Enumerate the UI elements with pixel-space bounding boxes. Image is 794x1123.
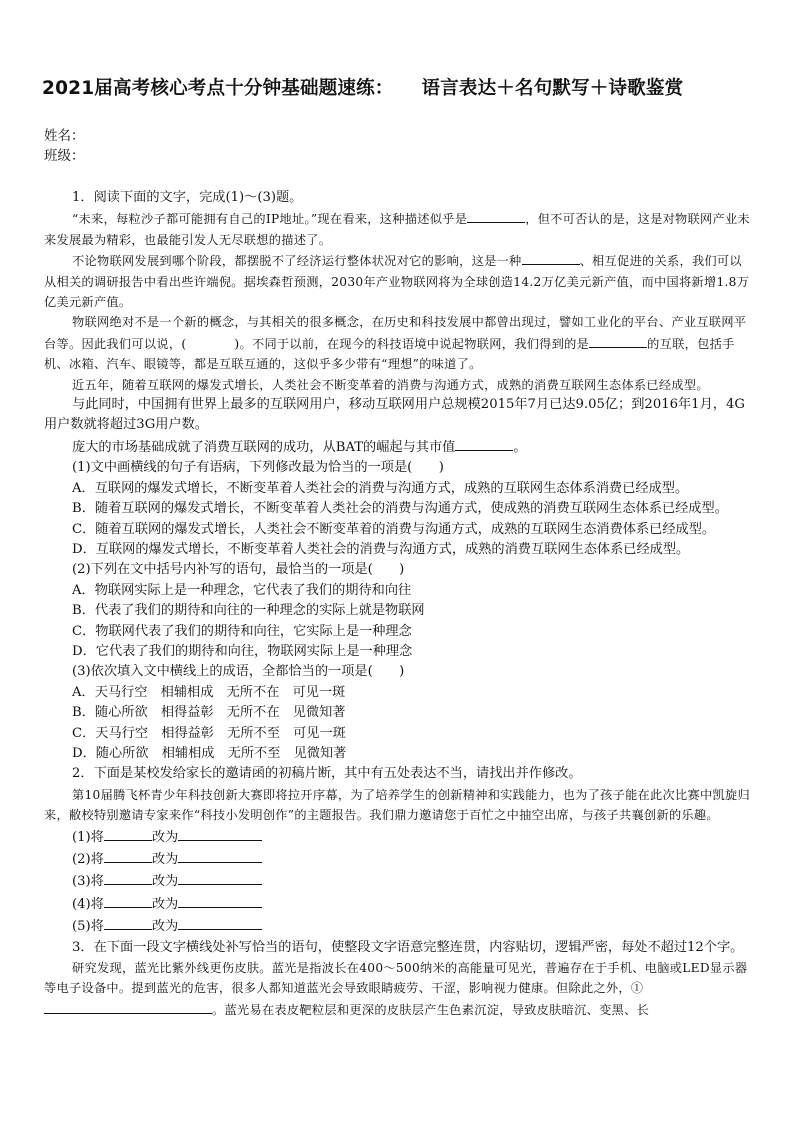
- option-b[interactable]: B．随心所欲 相得益彰 无所不在 见微知著: [72, 705, 346, 721]
- q2-stem: 2．下面是某校发给家长的邀请函的初稿片断，其中有五处表达不当，请找出并作修改。: [72, 766, 582, 782]
- blank-line[interactable]: [467, 208, 525, 223]
- q1-passage-3: 物联网绝对不是一个新的概念，与其相关的很多概念，在历史和科技发展中都曾出现过，譬如工业化的平台、产业互联网平台等。因此我们可以说，( )。不同于以前，在现今的科技语境中说起物联网，我们得到的是 的互联，包括手机、冰箱、汽车、眼镜等，都是互联互通的，这似乎多少带有“理想”的味道了。: [44, 315, 747, 372]
- answer-blank[interactable]: [104, 848, 152, 863]
- answer-blank[interactable]: [178, 826, 262, 841]
- q2-letter: 第10届腾飞杯青少年科技创新大赛即将拉开序幕，为了培养学生的创新精神和实践能力，也为了孩子能在此次比赛中凯旋归来，敝校特别邀请专家来作“科技小发明创作”的主题报告。我们鼎力邀请您于百忙之中抽空出席，与孩子共襄创新的乐趣。: [44, 787, 750, 823]
- q1-stem: 1．阅读下面的文字，完成(1)～(3)题。: [72, 190, 303, 205]
- option-a[interactable]: A．天马行空 相辅相成 无所不在 可见一斑: [72, 684, 346, 700]
- answer-blank[interactable]: [178, 893, 262, 908]
- option-d[interactable]: D．互联网的爆发式增长，不断变革着人类社会的消费与沟通方式，成熟的消费互联网生态体系已经成型。: [72, 541, 690, 557]
- q1-passage-4: 近五年，随着互联网的爆发式增长，人类社会不断变革着的消费与沟通方式，成熟的消费互联网生态体系已经成型。: [72, 377, 709, 392]
- answer-blank[interactable]: [104, 893, 152, 908]
- q1-passage-5: 与此同时，中国拥有世界上最多的互联网用户，移动互联网用户总规模2015年7月已达9.05亿；到2016年1月，4G用户数就将超过3G用户数。: [44, 397, 745, 433]
- q2-answer-row-3: (3)将 改为: [44, 870, 752, 892]
- q1-passage-1: “未来，每粒沙子都可能拥有自己的IP地址。”现在看来，这种描述似乎是 ，但不可否认的是，这是对物联网产业未来发展最为精彩，也最能引发人无尽联想的描述了。: [44, 208, 752, 250]
- question-content: [44, 188, 752, 1020]
- option-b[interactable]: B．代表了我们的期待和向往的一种理念的实际上就是物联网: [72, 603, 425, 619]
- option-b[interactable]: B．随着互联网的爆发式增长，不断变革着人类社会的消费与沟通方式，使成熟的消费互联网生态体系已经成型。: [72, 501, 728, 517]
- blank-line[interactable]: [455, 436, 513, 451]
- q3-passage: 研究发现，蓝光比紫外线更伤皮肤。蓝光是指波长在400～500纳米的高能量可见光，普遍存在于手机、电脑或LED显示器等电子设备中。提到蓝光的危害，很多人都知道蓝光会导致眼睛疲劳、干涩，影响视力健康。但除此之外，①。蓝光易在表皮靶粒层和更深的皮肤层产生色素沉淀，导致皮肤暗沉、变黑、长: [44, 961, 748, 1017]
- option-a[interactable]: A．互联网的爆发式增长，不断变革着人类社会的消费与沟通方式，成熟的互联网生态体系消费已经成型。: [72, 480, 689, 496]
- blank-line[interactable]: [589, 333, 647, 348]
- answer-blank[interactable]: [178, 870, 262, 885]
- q1-sub1-stem: (1)文中画横线的句子有语病，下列修改最为恰当的一项是( ): [72, 460, 444, 476]
- title-part-2: 语言表达＋名句默写＋诗歌鉴赏: [421, 78, 684, 99]
- answer-blank[interactable]: [104, 826, 152, 841]
- blank-line[interactable]: [522, 250, 580, 265]
- q1-passage-2: 不论物联网发展到哪个阶段，都摆脱不了经济运行整体状况对它的影响，这是一种 、相互促进的关系，我们可以从相关的调研报告中看出些许端倪。据埃森哲预测，2030年产业物联网将为全球创造14.2万亿美元新产值，而中国将新增1.8万亿美元新产值。: [44, 250, 752, 312]
- q2-answer-row-5: (5)将 改为: [44, 915, 752, 937]
- option-d[interactable]: D．它代表了我们的期待和向往，物联网实际上是一种理念: [72, 643, 413, 659]
- option-c[interactable]: C．物联网代表了我们的期待和向往，它实际上是一种理念: [72, 623, 412, 639]
- q2-answer-row-2: (2)将 改为: [44, 848, 752, 870]
- title-part-1: 2021届高考核心考点十分钟基础题速练：: [42, 78, 394, 99]
- option-d[interactable]: D．随心所欲 相辅相成 无所不至 见微知著: [72, 745, 347, 761]
- q1-sub2-stem: (2)下列在文中括号内补写的语句，最恰当的一项是( ): [72, 562, 405, 578]
- class-label: 班级：: [44, 148, 85, 164]
- name-label: 姓名：: [44, 128, 85, 144]
- answer-blank[interactable]: [104, 870, 152, 885]
- answer-blank[interactable]: [178, 915, 262, 930]
- option-c[interactable]: C．随着互联网的爆发式增长，人类社会不断变革着的消费与沟通方式，成熟的互联网生态消费体系已经成型。: [72, 521, 716, 537]
- option-c[interactable]: C．天马行空 相得益彰 无所不至 可见一斑: [72, 725, 346, 741]
- blank-line[interactable]: [44, 999, 212, 1014]
- answer-blank[interactable]: [104, 915, 152, 930]
- q1-sub3-stem: (3)依次填入文中横线上的成语，全都恰当的一项是( ): [72, 664, 405, 680]
- q2-answer-row-4: (4)将 改为: [44, 893, 752, 915]
- q3-stem: 3．在下面一段文字横线处补写恰当的语句，使整段文字语意完整连贯，内容贴切，逻辑严密，每处不超过12个字。: [72, 939, 744, 955]
- page-title: [42, 74, 762, 100]
- q2-answer-row-1: (1)将 改为: [44, 826, 752, 848]
- option-a[interactable]: A．物联网实际上是一种理念，它代表了我们的期待和向往: [72, 582, 412, 598]
- q1-passage-6: 庞大的市场基础成就了消费互联网的成功，从BAT的崛起与其市值 。: [44, 436, 752, 458]
- answer-blank[interactable]: [178, 848, 262, 863]
